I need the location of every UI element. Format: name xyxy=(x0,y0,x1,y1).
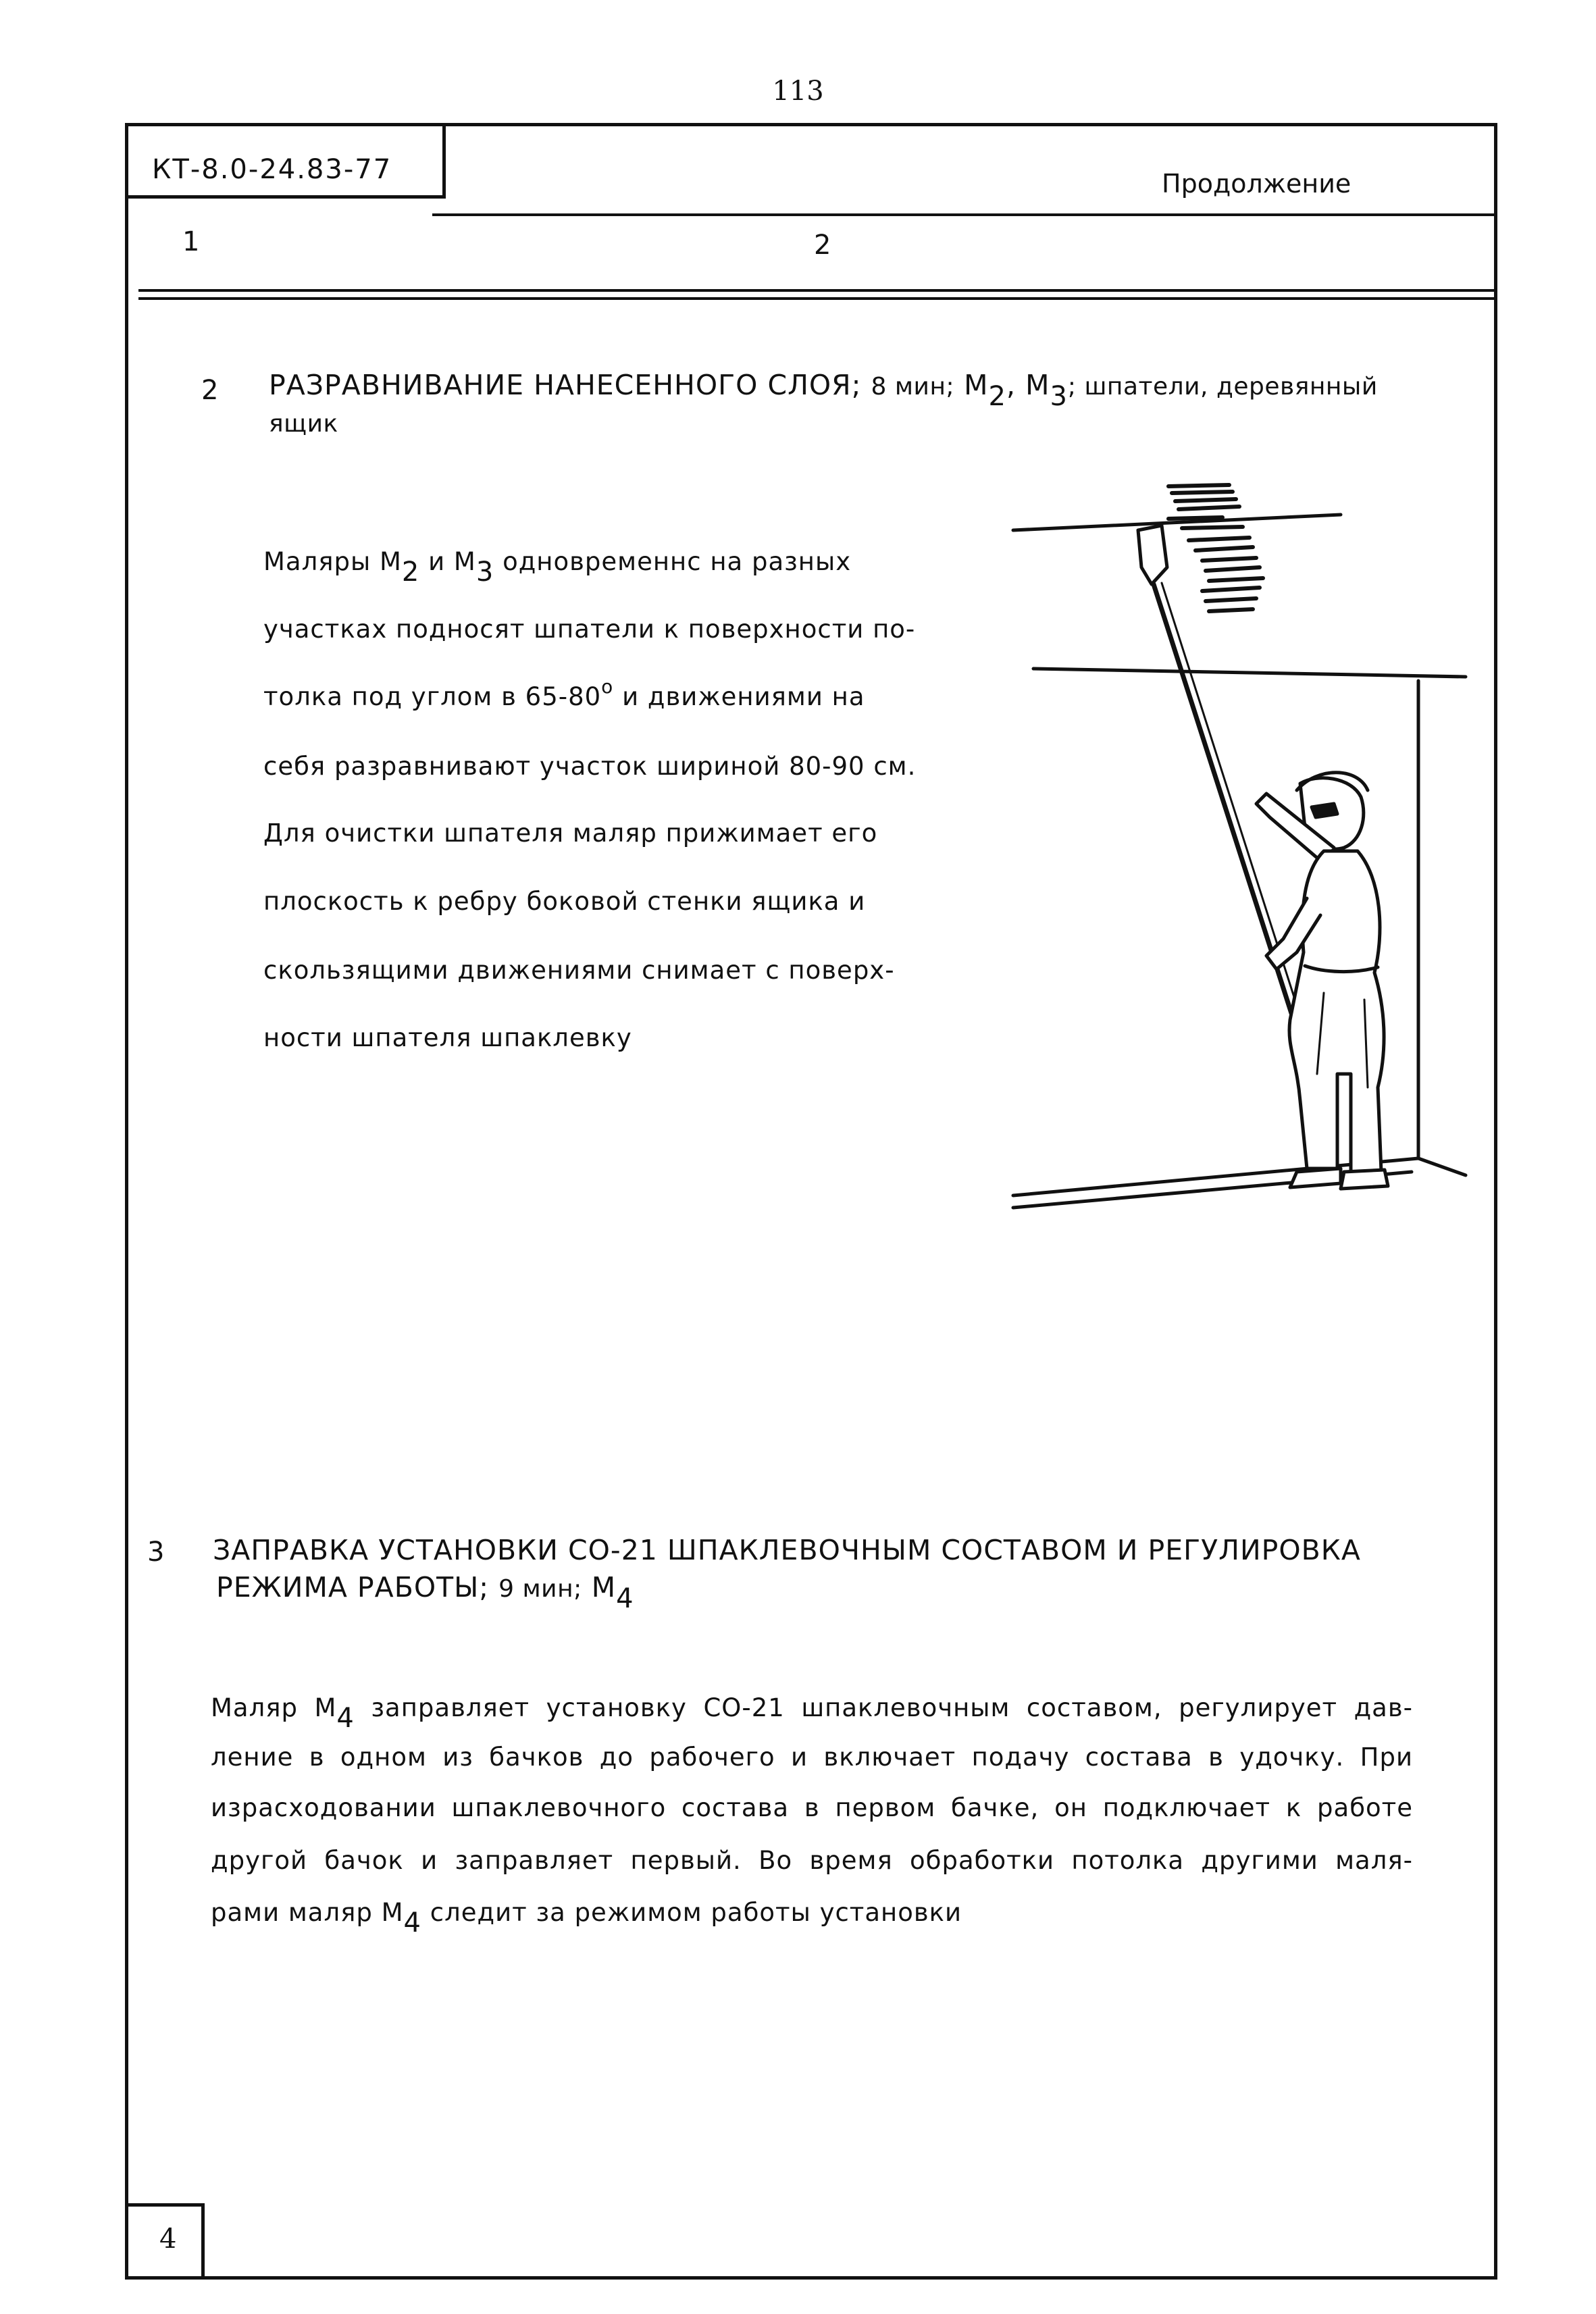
step-2-worker-a: М xyxy=(964,369,989,401)
header-rule-bottom xyxy=(138,297,1494,300)
step-3-heading-line-1: ЗАПРАВКА УСТАНОВКИ СО-21 ШПАКЛЕВОЧНЫМ СОСТАВОМ И РЕГУЛИРОВКА xyxy=(213,1534,1361,1566)
step-3-line-3: израсходовании шпаклевочного состава в первом бачке, он подключает к работе xyxy=(211,1793,1413,1822)
step-2-line-8: ности шпателя шпаклевку xyxy=(263,1023,632,1052)
putty-hatching xyxy=(1168,485,1263,611)
step-3-line-5: рами маляр М4 следит за режимом работы установки xyxy=(211,1898,962,1938)
ceiling-wall-line xyxy=(1033,669,1466,677)
step-2-number: 2 xyxy=(201,375,219,406)
step-3-duration: 9 мин; xyxy=(498,1575,582,1603)
step-3-heading-line-2 xyxy=(216,1571,634,1614)
header-rule-top xyxy=(432,213,1494,216)
step-3-worker: М xyxy=(591,1571,617,1603)
painter-left-shoe xyxy=(1290,1168,1341,1187)
step-2-line-3: толка под углом в $65-80^о$ и движениями на xyxy=(263,675,865,711)
page-number: 113 xyxy=(772,76,824,107)
footer-box-number: 4 xyxy=(159,2223,177,2255)
step-2-line-5: Для очистки шпателя маляр прижимает его xyxy=(263,819,878,848)
step-2-heading xyxy=(269,369,1478,412)
painter-illustration xyxy=(1000,466,1493,1256)
step-3-line-1: Маляр М4 заправляет установку СО-21 шпаклевочным составом, регулирует дав- xyxy=(211,1693,1413,1734)
step-2-title: РАЗРАВНИВАНИЕ НАНЕСЕННОГО СЛОЯ; xyxy=(269,369,862,401)
painter-right-shoe xyxy=(1341,1170,1388,1189)
header-rule-mid xyxy=(138,289,1494,292)
painter-goggles xyxy=(1312,804,1337,817)
spatula-blade xyxy=(1138,525,1167,584)
continuation-label: Продолжение xyxy=(1162,169,1352,199)
step-2-line-2: участках подносят шпатели к поверхности по- xyxy=(263,615,916,644)
step-2-sep: , xyxy=(1006,369,1016,401)
step-3-line-4: другой бачок и заправляет первый. Во время обработки потолка другими маля- xyxy=(211,1846,1413,1875)
painter-body xyxy=(1289,851,1384,1172)
column-header-1: 1 xyxy=(182,226,200,257)
step-2-tools-2: ящик xyxy=(269,410,338,438)
floor-line-upper xyxy=(1013,1158,1466,1195)
step-2-line-7: скользящими движениями снимает с поверх- xyxy=(263,956,895,985)
step-2-duration: 8 мин; xyxy=(871,373,955,401)
step-2-line-6: плоскость к ребру боковой стенки ящика и xyxy=(263,887,866,916)
step-2-worker-a-sub: 2 xyxy=(988,381,1006,412)
step-2-worker-b: М xyxy=(1025,369,1050,401)
step-2-line-1: Маляры М2 и М3 одновременнс на разных xyxy=(263,547,852,588)
step-3-title-2: РЕЖИМА РАБОТЫ; xyxy=(216,1571,490,1603)
step-2-tools-1: ; шпатели, деревянный xyxy=(1067,373,1378,401)
step-2-worker-b-sub: 3 xyxy=(1050,381,1068,412)
doc-code: КТ-8.0-24.83-77 xyxy=(152,154,392,185)
step-3-line-2: ление в одном из бачков до рабочего и включает подачу состава в удочку. При xyxy=(211,1743,1413,1772)
step-3-number: 3 xyxy=(147,1537,165,1568)
step-2-line-4: себя разравнивают участок шириной 80-90 см. xyxy=(263,752,917,781)
column-header-2: 2 xyxy=(814,230,831,261)
step-3-worker-sub: 4 xyxy=(616,1583,634,1614)
